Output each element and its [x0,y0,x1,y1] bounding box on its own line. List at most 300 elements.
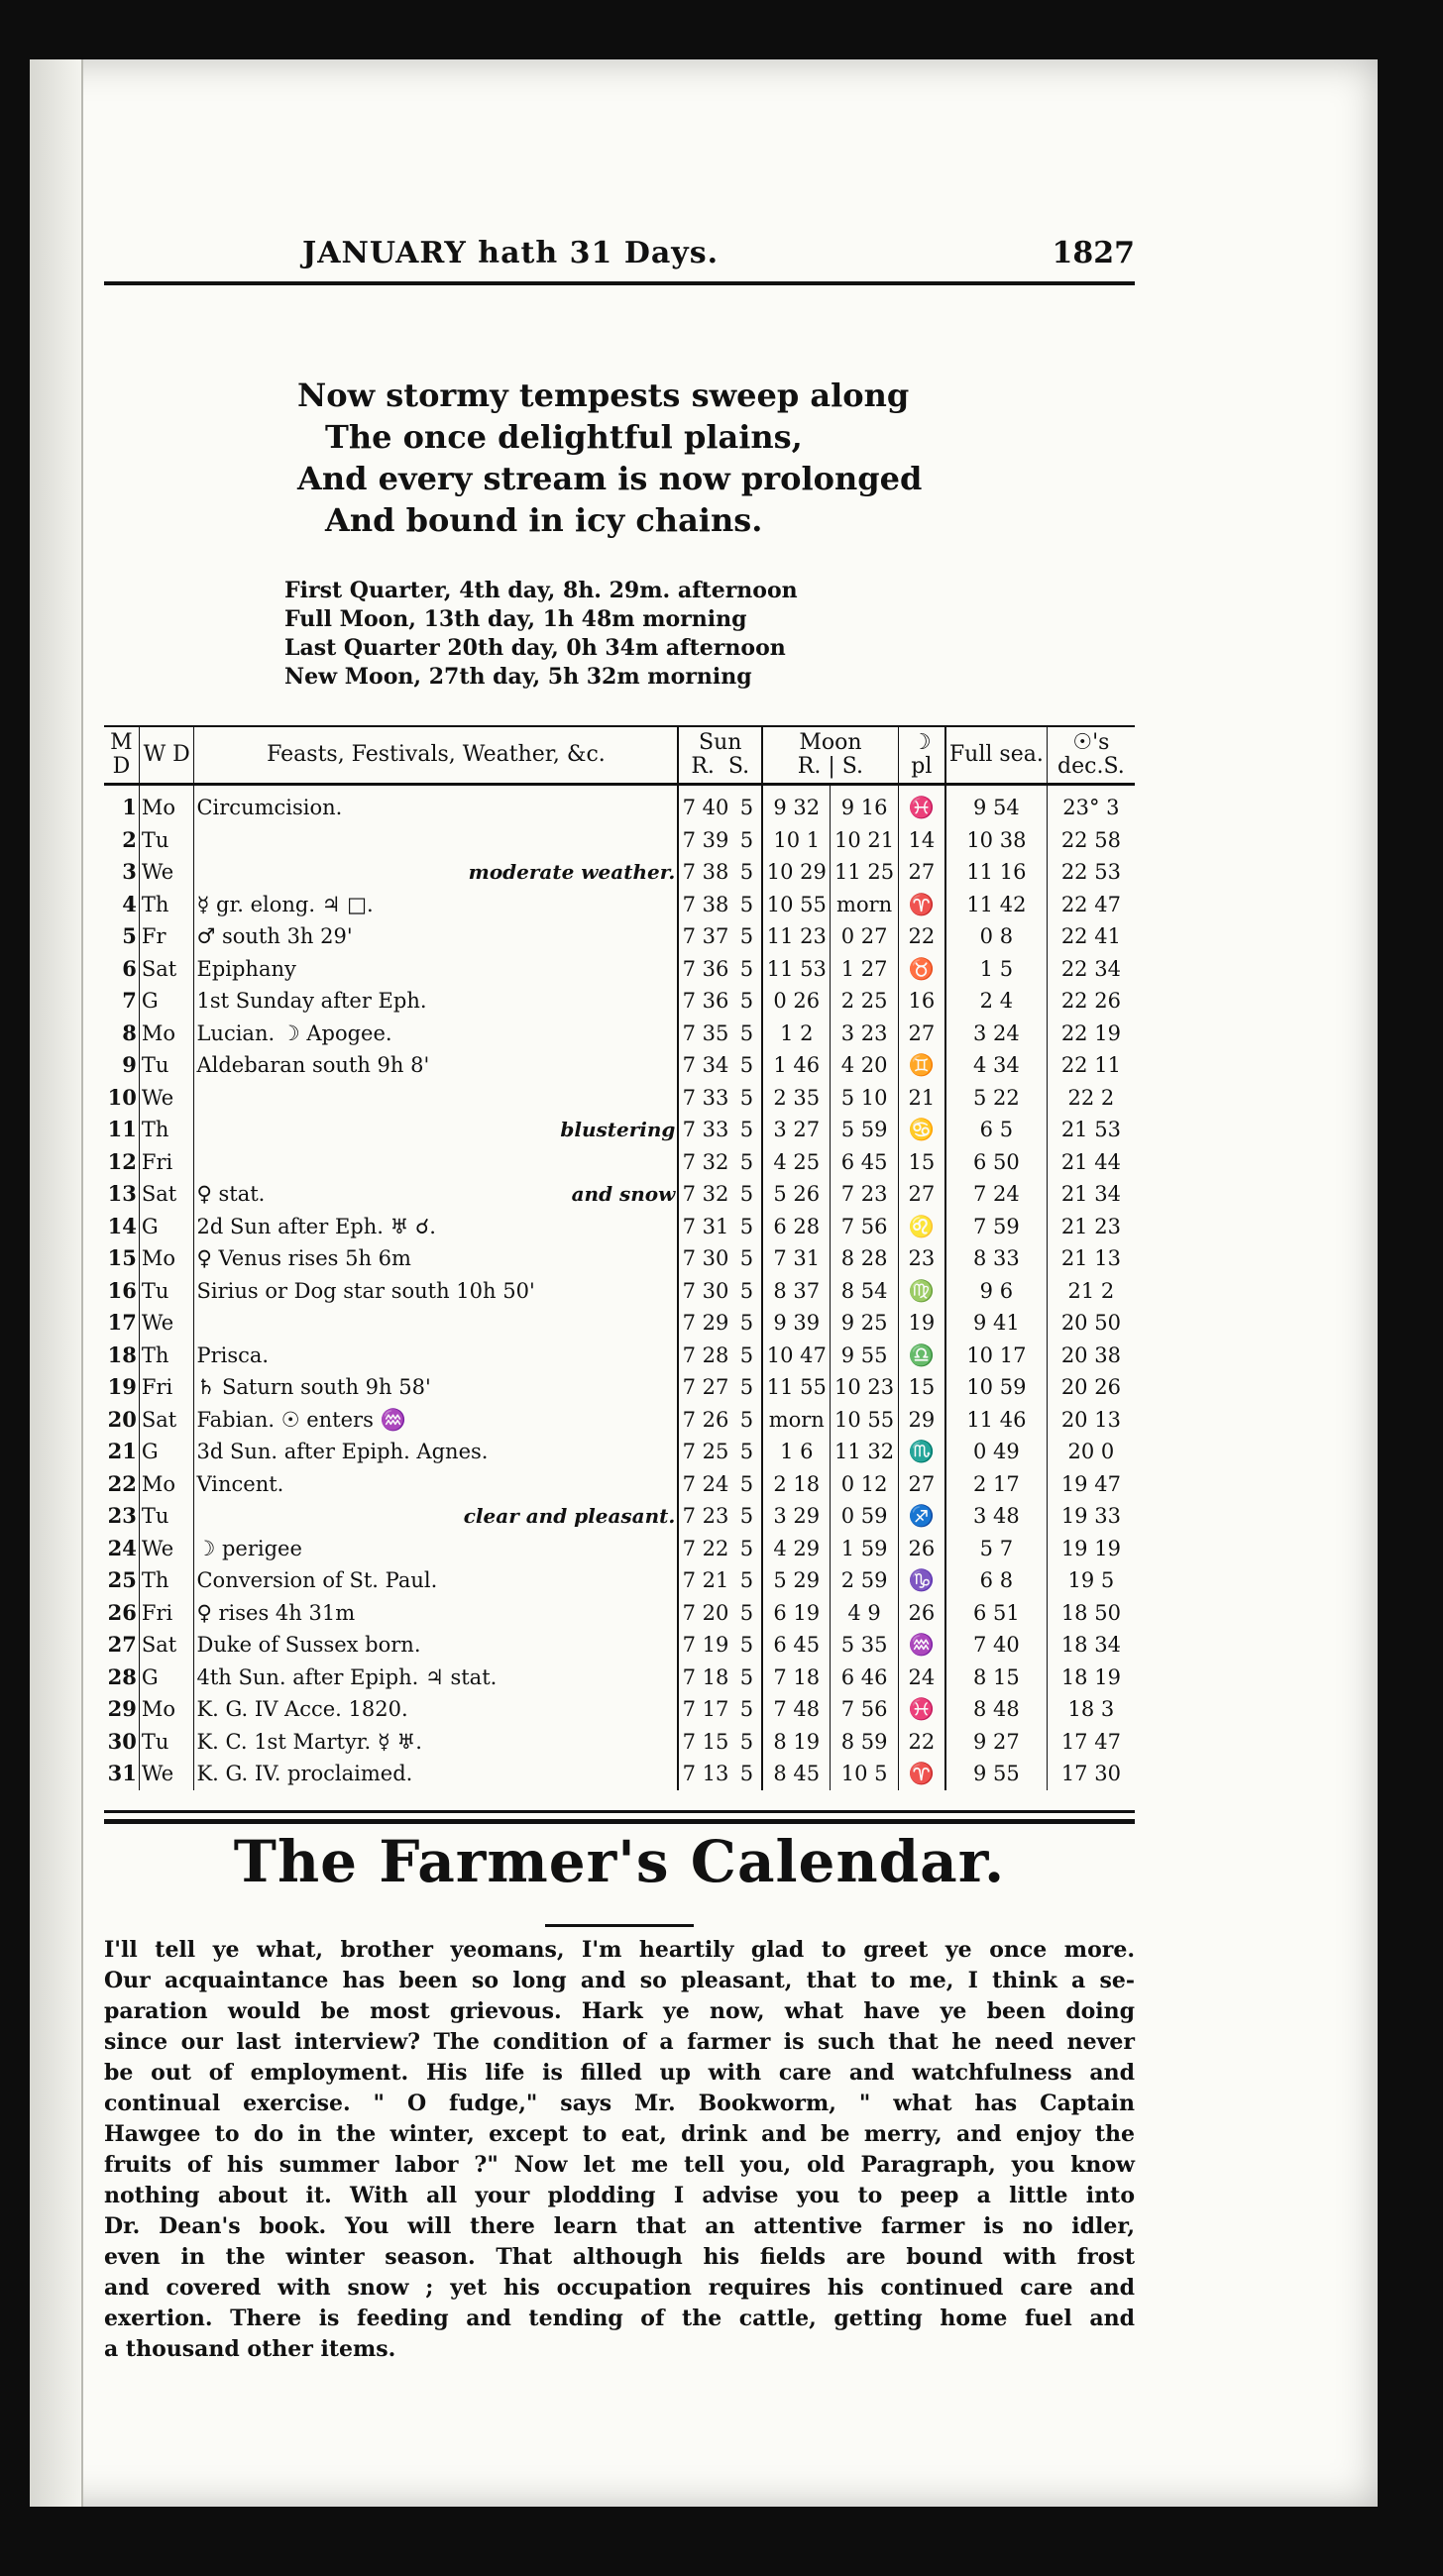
moon-rise: 4 29 [762,1533,831,1565]
full-sea: 9 6 [945,1275,1047,1308]
full-sea: 5 7 [945,1533,1047,1565]
calendar-row [104,920,1135,953]
month-day: 21 [107,1439,137,1464]
sun-set: 5 [739,1149,754,1174]
week-day: Fri [139,1146,194,1179]
month-day: 10 [107,1084,137,1110]
feast-event [194,785,678,824]
calendar-row [104,953,1135,986]
sun-declination: 21 53 [1047,1114,1135,1146]
header-moon-label: Moon [799,730,862,755]
moon-rise: 2 35 [762,1082,831,1115]
feast-event [194,1275,678,1308]
essay-line: a thousand other items. [104,2336,396,2362]
week-day: Fr [139,920,194,953]
moon-phase-full-moon: Full Moon, 13th day, 1h 48m morning [284,606,747,632]
feast-event [194,1049,678,1082]
moon-rise: 4 25 [762,1146,831,1179]
moon-set: 4 9 [831,1597,898,1630]
moon-rise: 10 55 [762,889,831,921]
sun-set: 5 [739,1440,754,1464]
moon-rise: 10 29 [762,856,831,889]
moon-set: 7 56 [831,1693,898,1726]
week-day: Th [139,1564,194,1597]
header-full-sea: Full sea. [945,726,1047,785]
month-day: 15 [107,1245,137,1271]
moon-set: 5 10 [831,1082,898,1115]
calendar-row [104,1211,1135,1243]
sun-rise: 7 13 [678,1758,731,1790]
month-day: 31 [107,1761,137,1786]
moon-set: 1 59 [831,1533,898,1565]
month-day: 12 [107,1148,137,1174]
sun-rise: 7 25 [678,1436,731,1468]
month-day: 22 [107,1470,137,1496]
poem-line: And every stream is now prolonged [297,460,923,497]
essay-line: be out of employment. His life is filled up with care and watchfulness and [104,2060,1135,2086]
event-text: 2d Sun after Eph. ♅ ☌. [196,1214,436,1238]
event-text: Lucian. ☽ Apogee. [196,1020,392,1045]
event-text: 3d Sun. after Epiph. Agnes. [196,1440,489,1464]
feast-event [194,1436,678,1468]
month-day: 27 [107,1632,137,1658]
full-sea: 9 55 [945,1758,1047,1790]
moon-rise: 3 29 [762,1500,831,1533]
sun-set: 5 [739,1278,754,1303]
essay-line: Hawgee to do in the winter, except to eat, drink and be merry, and enjoy the [104,2121,1135,2147]
sun-set: 5 [739,1664,754,1689]
essay-line: I'll tell ye what, brother yeomans, I'm heartily glad to greet ye once more. [104,1937,1135,1963]
sun-rise: 7 33 [678,1082,731,1115]
event-text: Duke of Sussex born. [196,1633,421,1658]
header-sun [678,726,762,785]
moon-rise: 7 18 [762,1662,831,1694]
sun-set: 5 [739,796,754,820]
feast-event [194,920,678,953]
weather-note: clear and pleasant. [463,1504,676,1529]
calendar-row [104,785,1135,824]
feast-event [194,1693,678,1726]
weather-note: moderate weather. [468,860,676,885]
full-sea: 7 40 [945,1629,1047,1662]
week-day: Mo [139,785,194,824]
sun-rise: 7 27 [678,1371,731,1404]
moon-set: 5 35 [831,1629,898,1662]
year-label: 1827 [1052,236,1135,270]
feast-event [194,1178,678,1211]
month-day: 5 [122,923,137,949]
moon-rise: 10 1 [762,824,831,857]
month-day: 19 [107,1374,137,1400]
week-day: Th [139,1114,194,1146]
moon-place: 24 [898,1662,945,1694]
sun-declination: 22 26 [1047,985,1135,1018]
sun-declination: 21 34 [1047,1178,1135,1211]
full-sea: 1 5 [945,953,1047,986]
moon-place: 26 [898,1533,945,1565]
moon-set: 1 27 [831,953,898,986]
month-title: JANUARY hath 31 Days. [302,236,720,270]
poem-line: And bound in icy chains. [325,501,763,539]
moon-set: 6 45 [831,1146,898,1179]
sun-set: 5 [739,1729,754,1754]
moon-phases [284,577,978,692]
moon-phase-new-moon: New Moon, 27th day, 5h 32m morning [284,664,752,690]
week-day: Th [139,1340,194,1372]
event-text: K. G. IV. proclaimed. [196,1762,413,1786]
month-day: 9 [122,1052,137,1078]
moon-place: ♋ [898,1114,945,1146]
feast-event [194,1726,678,1759]
header-sun-label: Sun [699,730,742,755]
header-sun-set: S. [727,754,750,779]
moon-rise: 6 28 [762,1211,831,1243]
sun-declination: 22 34 [1047,953,1135,986]
calendar-row [104,1114,1135,1146]
calendar-row [104,1275,1135,1308]
full-sea: 8 15 [945,1662,1047,1694]
weather-note: blustering [560,1118,676,1142]
moon-place: ♍ [898,1275,945,1308]
moon-place: 27 [898,856,945,889]
moon-place: 27 [898,1018,945,1050]
month-day: 3 [122,859,137,885]
sun-rise: 7 23 [678,1500,731,1533]
moon-rise: 10 47 [762,1340,831,1372]
full-sea: 11 42 [945,889,1047,921]
sun-declination: 18 3 [1047,1693,1135,1726]
full-sea: 9 27 [945,1726,1047,1759]
header-month-day: M D [104,726,139,785]
feast-event [194,1533,678,1565]
month-day: 6 [122,955,137,981]
feast-event [194,889,678,921]
sun-declination: 18 34 [1047,1629,1135,1662]
moon-rise: 8 45 [762,1758,831,1790]
feast-event [194,1371,678,1404]
essay-line: exertion. There is feeding and tending of the cattle, getting home fuel and [104,2306,1135,2331]
sun-declination: 22 19 [1047,1018,1135,1050]
header-moon-rise: R. [797,754,822,779]
feast-event [194,1211,678,1243]
event-text: Epiphany [196,956,296,981]
sun-set: 5 [739,1471,754,1496]
sun-declination: 21 13 [1047,1242,1135,1275]
calendar-row [104,856,1135,889]
moon-place: 27 [898,1178,945,1211]
moon-rise: 5 29 [762,1564,831,1597]
poem [297,375,932,541]
sun-set: 5 [739,1568,754,1593]
event-text: ♀ Venus rises 5h 6m [196,1246,411,1271]
feast-event [194,1146,678,1179]
essay-line: nothing about it. With all your plodding I advise you to peep a little into [104,2183,1135,2208]
moon-set: 3 23 [831,1018,898,1050]
calendar-row [104,1758,1135,1790]
full-sea: 10 38 [945,824,1047,857]
moon-place: 22 [898,920,945,953]
calendar-row [104,1662,1135,1694]
week-day: Mo [139,1018,194,1050]
week-day: Sat [139,1629,194,1662]
moon-set: 2 25 [831,985,898,1018]
sun-rise: 7 24 [678,1468,731,1501]
calendar-row [104,1340,1135,1372]
sun-rise: 7 32 [678,1178,731,1211]
moon-place: ♓ [898,785,945,824]
moon-set: 11 32 [831,1436,898,1468]
sun-rise: 7 21 [678,1564,731,1597]
full-sea: 9 54 [945,785,1047,824]
moon-place: 15 [898,1146,945,1179]
calendar-row [104,1533,1135,1565]
calendar-header-row [104,726,1135,785]
event-text: ♀ rises 4h 31m [196,1600,356,1625]
header-feasts: Feasts, Festivals, Weather, &c. [194,726,678,785]
week-day: We [139,856,194,889]
sun-rise: 7 39 [678,824,731,857]
month-day: 29 [107,1696,137,1722]
moon-place: 21 [898,1082,945,1115]
month-day: 4 [122,891,137,916]
week-day: Tu [139,1726,194,1759]
moon-set: 5 59 [831,1114,898,1146]
moon-set: 11 25 [831,856,898,889]
calendar-row [104,1597,1135,1630]
moon-rise: 11 23 [762,920,831,953]
sun-set: 5 [739,1214,754,1238]
event-text: ♂ south 3h 29' [196,924,353,949]
full-sea: 6 5 [945,1114,1047,1146]
moon-place: ♏ [898,1436,945,1468]
moon-rise: 2 18 [762,1468,831,1501]
sun-set: 5 [739,1536,754,1560]
month-day: 28 [107,1664,137,1689]
poem-line: The once delightful plains, [325,418,803,456]
sun-set: 5 [739,1118,754,1142]
event-text: ☿ gr. elong. ♃ □. [196,892,374,916]
event-text: Vincent. [196,1471,284,1496]
feast-event [194,1404,678,1437]
calendar-row [104,1371,1135,1404]
calendar-row [104,1178,1135,1211]
calendar-row [104,1082,1135,1115]
month-day: 13 [107,1181,137,1207]
header-sun-rise: R. [691,754,715,779]
month-day: 8 [122,1020,137,1045]
sun-set: 5 [739,1182,754,1207]
month-day: 1 [122,795,137,820]
sun-declination: 19 19 [1047,1533,1135,1565]
week-day: G [139,985,194,1018]
moon-rise: morn [762,1404,831,1437]
moon-set: 10 21 [831,824,898,857]
sun-declination: 20 26 [1047,1371,1135,1404]
table-bottom-rule-thick [104,1819,1135,1824]
moon-place: ♈ [898,889,945,921]
sun-declination: 20 0 [1047,1436,1135,1468]
header-moon [762,726,898,785]
feast-event [194,985,678,1018]
feast-event [194,1662,678,1694]
full-sea: 11 46 [945,1404,1047,1437]
sun-rise: 7 35 [678,1018,731,1050]
sun-declination: 22 53 [1047,856,1135,889]
sun-set: 5 [739,1375,754,1400]
week-day: Tu [139,1500,194,1533]
month-day: 7 [122,988,137,1014]
event-text: Prisca. [196,1342,270,1367]
sun-rise: 7 17 [678,1693,731,1726]
calendar-row [104,1468,1135,1501]
moon-set: 6 46 [831,1662,898,1694]
moon-set: 0 59 [831,1500,898,1533]
essay-line: Dr. Dean's book. You will there learn that an attentive farmer is no idler, [104,2213,1135,2239]
event-text: Conversion of St. Paul. [196,1568,438,1593]
week-day: Mo [139,1468,194,1501]
moon-set: 10 55 [831,1404,898,1437]
full-sea: 11 16 [945,856,1047,889]
sun-declination: 17 47 [1047,1726,1135,1759]
month-day: 26 [107,1599,137,1625]
moon-rise: 1 46 [762,1049,831,1082]
moon-set: morn [831,889,898,921]
event-text: Sirius or Dog star south 10h 50' [196,1278,535,1303]
farmers-calendar-text [104,1935,1135,2365]
feast-event [194,1468,678,1501]
sun-declination: 23° 3 [1047,785,1135,824]
feast-event [194,1307,678,1340]
header-week-day: W D [139,726,194,785]
sun-set: 5 [739,924,754,949]
sun-declination: 19 33 [1047,1500,1135,1533]
full-sea: 3 48 [945,1500,1047,1533]
sun-set: 5 [739,1085,754,1110]
event-text: K. G. IV Acce. 1820. [196,1697,408,1722]
calendar-table [104,725,1135,1790]
event-text: 1st Sunday after Eph. [196,989,427,1014]
week-day: G [139,1211,194,1243]
event-text: ♄ Saturn south 9h 58' [196,1375,431,1400]
full-sea: 6 8 [945,1564,1047,1597]
week-day: We [139,1082,194,1115]
sun-set: 5 [739,1342,754,1367]
feast-event [194,1629,678,1662]
full-sea: 0 8 [945,920,1047,953]
week-day: G [139,1662,194,1694]
sun-set: 5 [739,1697,754,1722]
week-day: We [139,1307,194,1340]
feast-event [194,1340,678,1372]
moon-rise: 3 27 [762,1114,831,1146]
essay-line: continual exercise. " O fudge," says Mr. Bookworm, " what has Captain [104,2091,1135,2116]
sun-rise: 7 30 [678,1275,731,1308]
week-day: Tu [139,1049,194,1082]
moon-place: ♎ [898,1340,945,1372]
feast-event [194,1758,678,1790]
calendar-row [104,1242,1135,1275]
full-sea: 2 17 [945,1468,1047,1501]
calendar-row [104,1404,1135,1437]
feast-event [194,1018,678,1050]
week-day: Mo [139,1242,194,1275]
title-underline [545,1924,694,1927]
farmers-calendar-title: The Farmer's Calendar. [233,1828,1006,1895]
week-day: Th [139,889,194,921]
event-text: Fabian. ☉ enters ♒ [196,1407,406,1432]
moon-place: 16 [898,985,945,1018]
month-day: 16 [107,1277,137,1303]
sun-rise: 7 22 [678,1533,731,1565]
moon-set: 7 23 [831,1178,898,1211]
event-text: Aldebaran south 9h 8' [196,1053,430,1078]
moon-place: ♊ [898,1049,945,1082]
sun-rise: 7 34 [678,1049,731,1082]
header-sun-declination: ☉'s dec.S. [1047,726,1135,785]
full-sea: 4 34 [945,1049,1047,1082]
almanac-page [30,59,1378,2507]
moon-place: 22 [898,1726,945,1759]
moon-rise: 9 39 [762,1307,831,1340]
sun-declination: 22 58 [1047,824,1135,857]
week-day: We [139,1758,194,1790]
sun-declination: 22 11 [1047,1049,1135,1082]
moon-place: 23 [898,1242,945,1275]
sun-rise: 7 19 [678,1629,731,1662]
moon-rise: 6 45 [762,1629,831,1662]
sun-rise: 7 38 [678,856,731,889]
week-day: G [139,1436,194,1468]
sun-declination: 21 2 [1047,1275,1135,1308]
moon-phase-first-quarter: First Quarter, 4th day, 8h. 29m. afternoon [284,578,798,603]
full-sea: 7 24 [945,1178,1047,1211]
sun-declination: 22 2 [1047,1082,1135,1115]
sun-rise: 7 40 [678,785,731,824]
sun-rise: 7 38 [678,889,731,921]
moon-rise: 1 2 [762,1018,831,1050]
sun-set: 5 [739,956,754,981]
header-rule [104,281,1135,285]
moon-rise: 7 31 [762,1242,831,1275]
moon-place: 27 [898,1468,945,1501]
moon-set: 8 59 [831,1726,898,1759]
calendar-row [104,1564,1135,1597]
sun-set: 5 [739,1020,754,1045]
moon-set: 9 16 [831,785,898,824]
sun-set: 5 [739,860,754,885]
calendar-row [104,824,1135,857]
week-day: Tu [139,824,194,857]
feast-event [194,1114,678,1146]
moon-set: 0 12 [831,1468,898,1501]
full-sea: 7 59 [945,1211,1047,1243]
feast-event [194,824,678,857]
week-day: Tu [139,1275,194,1308]
sun-set: 5 [739,1246,754,1271]
moon-phase-last-quarter: Last Quarter 20th day, 0h 34m afternoon [284,635,786,661]
event-text: ♀ stat. [196,1182,266,1207]
sun-set: 5 [739,1311,754,1336]
moon-set: 8 28 [831,1242,898,1275]
week-day: Sat [139,953,194,986]
feast-event [194,856,678,889]
full-sea: 8 48 [945,1693,1047,1726]
moon-set: 9 55 [831,1340,898,1372]
sun-declination: 22 47 [1047,889,1135,921]
moon-place: 19 [898,1307,945,1340]
moon-place: ♐ [898,1500,945,1533]
sun-rise: 7 28 [678,1340,731,1372]
